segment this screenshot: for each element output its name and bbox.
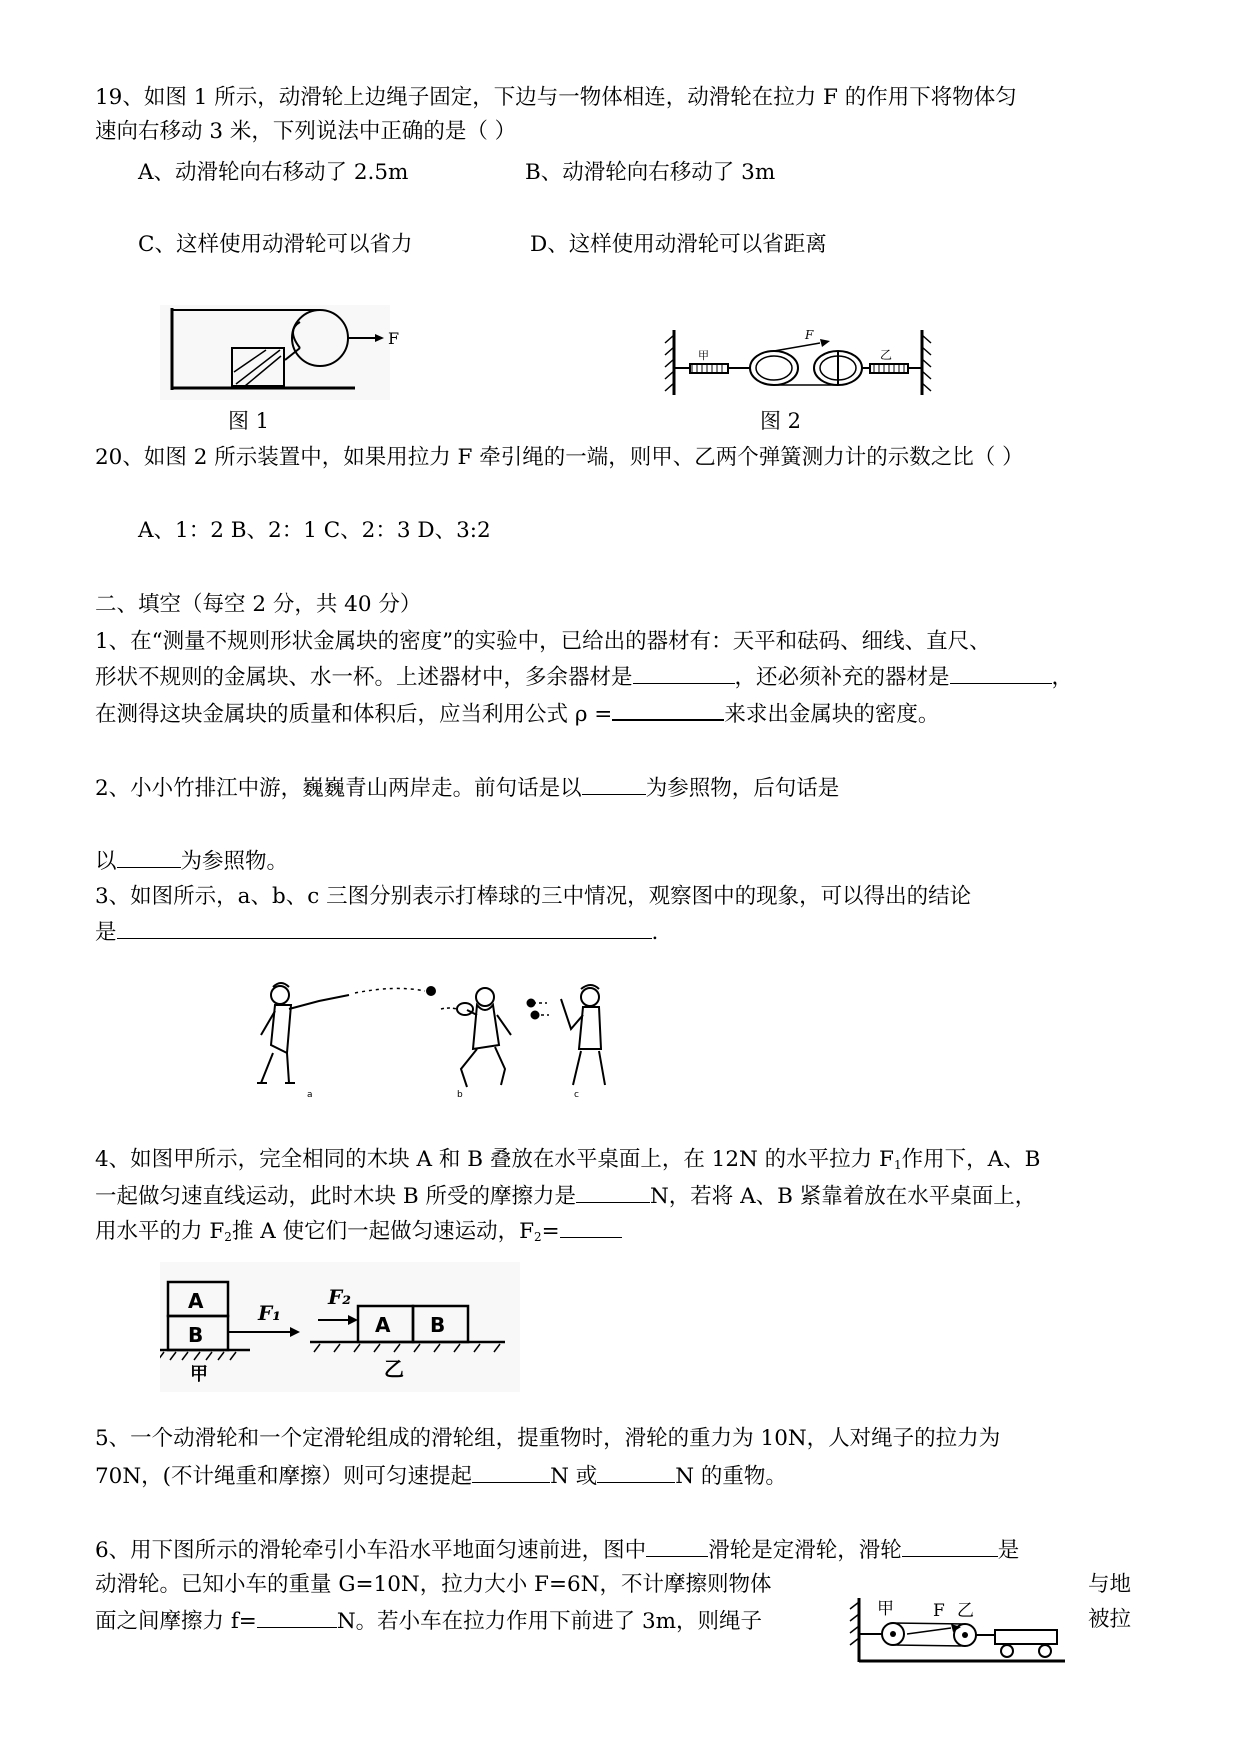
fill-1-text-d: 在测得这块金属块的质量和体积后，应当利用公式 ρ = <box>95 702 613 727</box>
fill-4-blank-friction[interactable] <box>576 1180 650 1203</box>
section-2-heading: 二、填空（每空 2 分，共 40 分） <box>95 592 422 617</box>
figure-1-pulley <box>150 300 400 400</box>
figure-pulley-cart <box>845 1592 1070 1667</box>
fill-4-blank-f2[interactable] <box>560 1215 622 1238</box>
fill-4-text-c: 一起做匀速直线运动，此时木块 B 所受的摩擦力是 <box>95 1184 576 1209</box>
fill-2-text-c: 以 <box>95 849 117 874</box>
fill-6-text-a: 6、用下图所示的滑轮牵引小车沿水平地面匀速前进，图中 <box>95 1538 647 1563</box>
fill-5-text-c: N 的重物。 <box>675 1464 787 1489</box>
fill-2-line2 <box>95 845 288 877</box>
block-B-label-right: B <box>430 1313 446 1337</box>
block-F2-label: F₂ <box>328 1285 351 1309</box>
fill-2-blank-reference-1[interactable] <box>582 772 646 795</box>
fill-4-text-g: = <box>541 1219 560 1244</box>
fill-2-text-b: 为参照物，后句话是 <box>645 776 840 801</box>
fill-1-blank-needed-equipment[interactable] <box>950 661 1052 684</box>
fill-5-blank-weight-1[interactable] <box>472 1460 550 1483</box>
fill-5-blank-weight-2[interactable] <box>597 1460 675 1483</box>
fill-4-subscript-1: 1 <box>893 1158 902 1172</box>
block-F1-label: F₁ <box>258 1301 281 1325</box>
figure-2-force-label: F <box>805 328 814 342</box>
block-yi-label: 乙 <box>384 1357 404 1381</box>
fill-3-text-a: 是 <box>95 920 117 945</box>
fill-5-line2 <box>95 1460 787 1492</box>
q19-option-d: D、这样使用动滑轮可以省距离 <box>530 232 827 257</box>
fill-6-line3c: 被拉 <box>1088 1607 1132 1632</box>
pulley-jia-label: 甲 <box>877 1599 894 1619</box>
baseball-figure-a <box>257 983 435 1083</box>
fill-5-text-a: 70N，(不计绳重和摩擦）则可匀速提起 <box>95 1464 473 1489</box>
fill-1-line2 <box>95 661 1073 693</box>
fill-1-text-e: 来求出金属块的密度。 <box>724 702 940 727</box>
fill-6-blank-movable-pulley[interactable] <box>902 1534 998 1557</box>
baseball-label-c: c <box>574 1090 579 1100</box>
baseball-figure-c <box>528 985 606 1085</box>
figure-1-caption: 图 1 <box>228 409 270 433</box>
fill-3-line2 <box>95 916 658 948</box>
fill-4-line3 <box>95 1215 622 1252</box>
q20-line1: 20、如图 2 所示装置中，如果用拉力 F 牵引绳的一端，则甲、乙两个弹簧测力计的示数之比（ ） <box>95 445 1024 470</box>
figure-2-caption: 图 2 <box>760 409 802 433</box>
fill-4-subscript-2: 2 <box>224 1230 232 1244</box>
fill-6-line2a: 动滑轮。已知小车的重量 G=10N，拉力大小 F=6N，不计摩擦则物体 <box>95 1572 772 1597</box>
figure-1-force-label: F <box>388 329 400 348</box>
q19-option-a: A、动滑轮向右移动了 2.5m <box>138 160 409 185</box>
fill-4-text-b: 作用下，A、B <box>901 1147 1041 1172</box>
fill-2-line1 <box>95 772 839 804</box>
q19-line2: 速向右移动 3 米，下列说法中正确的是（ ） <box>95 119 517 144</box>
fill-1-text-b: ，还必须补充的器材是 <box>734 665 950 690</box>
fill-6-line3 <box>95 1605 762 1637</box>
fill-6-text-e: N。若小车在拉力作用下前进了 3m，则绳子 <box>336 1609 763 1634</box>
baseball-figure-b <box>441 988 511 1087</box>
fill-4-line1 <box>95 1145 1040 1180</box>
block-A-label-left: A <box>188 1289 204 1313</box>
block-A-label-right: A <box>375 1313 391 1337</box>
fill-3-blank-conclusion[interactable] <box>117 916 652 939</box>
pulley-yi-label: 乙 <box>957 1601 974 1621</box>
fill-1-line3 <box>95 697 939 730</box>
fill-6-line2b: 与地 <box>1088 1572 1132 1597</box>
pulley-force-label: F <box>933 1601 945 1621</box>
figure-baseball <box>245 975 695 1100</box>
baseball-label-b: b <box>457 1090 463 1100</box>
fill-4-line2 <box>95 1180 1036 1212</box>
q19-option-b: B、动滑轮向右移动了 3m <box>525 160 776 185</box>
block-jia-label: 甲 <box>190 1364 208 1385</box>
fill-1-blank-extra-equipment[interactable] <box>633 661 735 684</box>
fill-1-blank-formula[interactable] <box>612 697 724 721</box>
baseball-label-a: a <box>307 1090 313 1100</box>
fill-6-text-d: 面之间摩擦力 f= <box>95 1609 257 1634</box>
fill-4-text-f: 推 A 使它们一起做匀速运动，F <box>231 1219 535 1244</box>
fill-3-line1: 3、如图所示，a、b、c 三图分别表示打棒球的三中情况，观察图中的现象，可以得出的结论 <box>95 884 972 909</box>
fill-3-text-b: . <box>651 920 659 945</box>
fill-6-line1 <box>95 1534 1019 1566</box>
q19-option-c: C、这样使用动滑轮可以省力 <box>138 232 413 257</box>
figure-2-left-scale-label: 甲 <box>698 349 709 362</box>
fill-1-text-a: 形状不规则的金属块、水一杯。上述器材中，多余器材是 <box>95 665 633 690</box>
figure-blocks <box>160 1262 520 1392</box>
fill-2-text-a: 2、小小竹排江中游，巍巍青山两岸走。前句话是以 <box>95 776 582 801</box>
q19-line1: 19、如图 1 所示，动滑轮上边绳子固定，下边与一物体相连，动滑轮在拉力 F 的作用下将物体匀 <box>95 85 1017 110</box>
fill-1-text-c: ， <box>1051 665 1074 690</box>
fill-2-blank-reference-2[interactable] <box>117 845 181 868</box>
fill-4-subscript-3: 2 <box>534 1230 542 1244</box>
fill-4-text-a: 4、如图甲所示，完全相同的木块 A 和 B 叠放在水平桌面上，在 12N 的水平拉力 F <box>95 1147 894 1172</box>
q20-options: A、1：2 B、2：1 C、2：3 D、3:2 <box>138 518 491 543</box>
fill-4-text-e: 用水平的力 F <box>95 1219 225 1244</box>
fill-6-text-c: 是 <box>997 1538 1020 1563</box>
block-B-label-left: B <box>188 1323 204 1347</box>
fill-2-text-d: 为参照物。 <box>180 849 289 874</box>
fill-6-text-b: 滑轮是定滑轮，滑轮 <box>708 1538 902 1563</box>
fill-6-blank-fixed-pulley[interactable] <box>646 1534 708 1557</box>
fill-4-text-d: N，若将 A、B 紧靠着放在水平桌面上， <box>649 1184 1037 1209</box>
fill-1-line1: 1、在“测量不规则形状金属块的密度”的实验中，已给出的器材有：天平和砝码、细线、直尺、 <box>95 629 991 654</box>
fill-5-line1: 5、一个动滑轮和一个定滑轮组成的滑轮组，提重物时，滑轮的重力为 10N，人对绳子的拉力为 <box>95 1426 1001 1451</box>
fill-5-text-b: N 或 <box>550 1464 598 1489</box>
figure-2-right-scale-label: 乙 <box>880 348 893 362</box>
figure-2-spring-scales <box>660 325 935 400</box>
fill-6-blank-friction[interactable] <box>257 1605 337 1628</box>
